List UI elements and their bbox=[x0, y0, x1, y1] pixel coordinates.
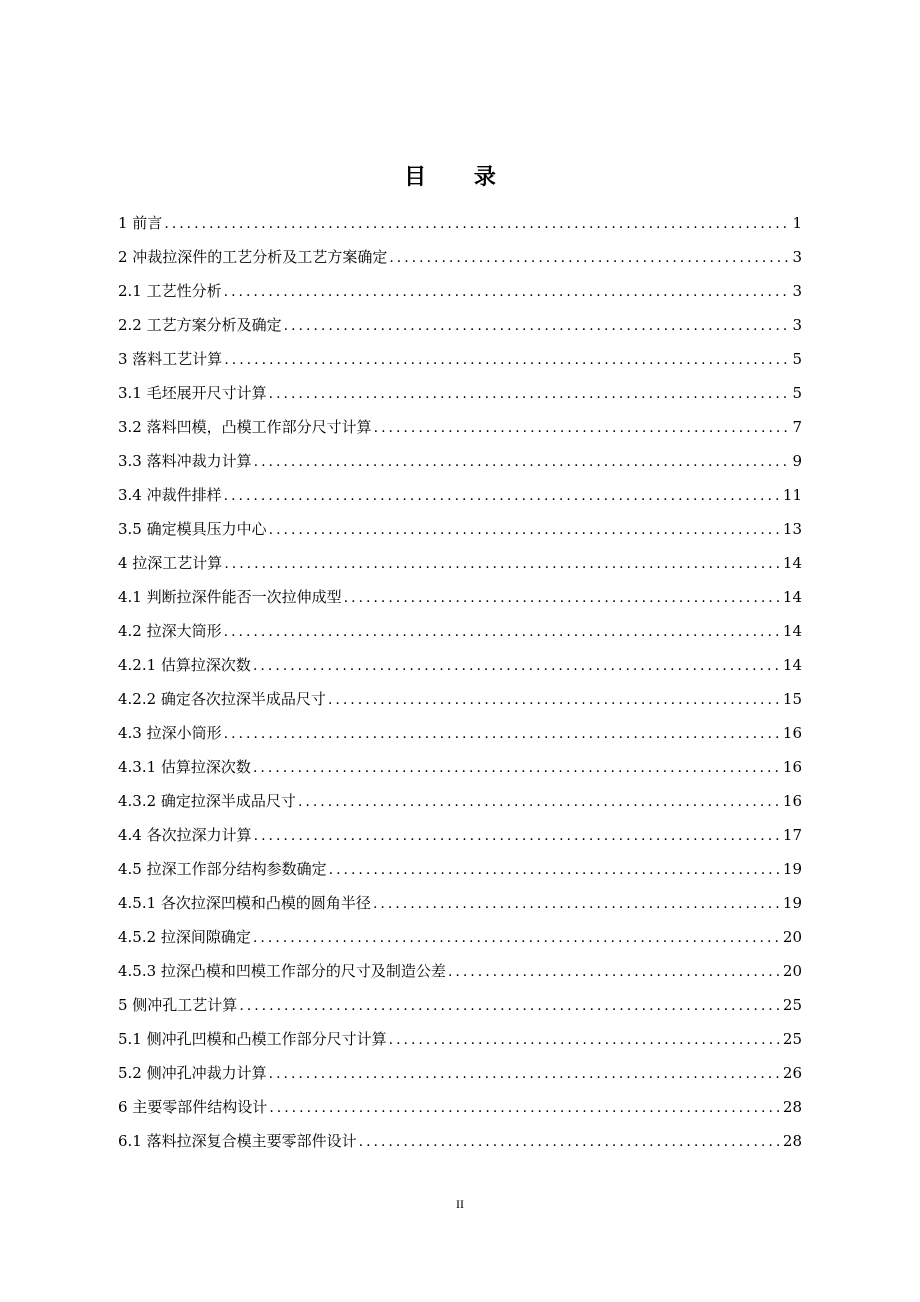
toc-dot-leader bbox=[448, 958, 780, 986]
toc-entry-page-number: 5 bbox=[792, 350, 802, 368]
toc-entry[interactable] bbox=[118, 345, 802, 379]
toc-dot-leader bbox=[224, 278, 790, 306]
toc-entry[interactable] bbox=[118, 311, 802, 345]
toc-entry-label: 4 拉深工艺计算 bbox=[118, 554, 223, 572]
toc-entry-label: 4.5.3 拉深凸模和凹模工作部分的尺寸及制造公差 bbox=[118, 962, 446, 980]
toc-entry-label: 4.5 拉深工作部分结构参数确定 bbox=[118, 860, 327, 878]
toc-entry-page-number: 14 bbox=[782, 588, 802, 606]
toc-entry-label: 5 侧冲孔工艺计算 bbox=[118, 996, 238, 1014]
toc-entry[interactable] bbox=[118, 957, 802, 991]
toc-entry-page-number: 26 bbox=[782, 1064, 802, 1082]
toc-entry[interactable] bbox=[118, 685, 802, 719]
toc-entry-page-number: 16 bbox=[782, 792, 802, 810]
toc-entry-label: 2.1 工艺性分析 bbox=[118, 282, 222, 300]
toc-entry-label: 3.3 落料冲裁力计算 bbox=[118, 452, 252, 470]
toc-dot-leader bbox=[254, 822, 780, 850]
toc-dot-leader bbox=[224, 618, 780, 646]
toc-entry-label: 3.2 落料凹模，凸模工作部分尺寸计算 bbox=[118, 418, 372, 436]
toc-dot-leader bbox=[329, 856, 780, 884]
toc-entry[interactable] bbox=[118, 889, 802, 923]
toc-entry-label: 4.3.1 估算拉深次数 bbox=[118, 758, 251, 776]
toc-dot-leader bbox=[344, 584, 780, 612]
toc-entry-page-number: 11 bbox=[782, 486, 802, 504]
toc-dot-leader bbox=[389, 1026, 780, 1054]
toc-dot-leader bbox=[359, 1128, 780, 1156]
toc-entry-page-number: 20 bbox=[782, 928, 802, 946]
toc-dot-leader bbox=[269, 1060, 780, 1088]
toc-entry-page-number: 28 bbox=[782, 1132, 802, 1150]
toc-entry[interactable] bbox=[118, 481, 802, 515]
toc-list bbox=[118, 209, 802, 1161]
toc-dot-leader bbox=[224, 346, 789, 374]
toc-dot-leader bbox=[224, 550, 780, 578]
toc-entry-page-number: 5 bbox=[792, 384, 802, 402]
toc-entry[interactable] bbox=[118, 515, 802, 549]
toc-dot-leader bbox=[269, 1094, 780, 1122]
toc-dot-leader bbox=[224, 482, 780, 510]
toc-entry[interactable] bbox=[118, 719, 802, 753]
toc-entry-label: 4.1 判断拉深件能否一次拉伸成型 bbox=[118, 588, 342, 606]
toc-entry-page-number: 1 bbox=[792, 214, 802, 232]
page-number-footer: II bbox=[456, 1197, 464, 1211]
toc-dot-leader bbox=[253, 652, 780, 680]
toc-entry[interactable] bbox=[118, 243, 802, 277]
toc-entry[interactable] bbox=[118, 549, 802, 583]
toc-entry-label: 3 落料工艺计算 bbox=[118, 350, 223, 368]
toc-entry[interactable] bbox=[118, 277, 802, 311]
toc-dot-leader bbox=[269, 516, 780, 544]
toc-entry-page-number: 3 bbox=[792, 248, 802, 266]
toc-dot-leader bbox=[298, 788, 780, 816]
toc-entry-label: 6 主要零部件结构设计 bbox=[118, 1098, 268, 1116]
toc-dot-leader bbox=[253, 924, 780, 952]
toc-dot-leader bbox=[373, 890, 780, 918]
toc-entry-page-number: 14 bbox=[782, 622, 802, 640]
toc-entry-label: 6.1 落料拉深复合模主要零部件设计 bbox=[118, 1132, 357, 1150]
toc-entry[interactable] bbox=[118, 991, 802, 1025]
toc-entry-page-number: 17 bbox=[782, 826, 802, 844]
toc-entry-page-number: 19 bbox=[782, 860, 802, 878]
toc-entry-page-number: 15 bbox=[782, 690, 802, 708]
toc-dot-leader bbox=[284, 312, 790, 340]
toc-entry-page-number: 28 bbox=[782, 1098, 802, 1116]
toc-entry-page-number: 25 bbox=[782, 1030, 802, 1048]
toc-entry-label: 3.4 冲裁件排样 bbox=[118, 486, 222, 504]
toc-dot-leader bbox=[239, 992, 780, 1020]
toc-entry-label: 4.3.2 确定拉深半成品尺寸 bbox=[118, 792, 296, 810]
toc-entry[interactable] bbox=[118, 787, 802, 821]
toc-entry-page-number: 3 bbox=[792, 316, 802, 334]
toc-entry-page-number: 14 bbox=[782, 554, 802, 572]
toc-entry-page-number: 25 bbox=[782, 996, 802, 1014]
toc-entry-label: 4.2.2 确定各次拉深半成品尺寸 bbox=[118, 690, 326, 708]
toc-entry-label: 5.2 侧冲孔冲裁力计算 bbox=[118, 1064, 267, 1082]
toc-entry-label: 4.5.1 各次拉深凹模和凸模的圆角半径 bbox=[118, 894, 371, 912]
toc-entry[interactable] bbox=[118, 583, 802, 617]
toc-entry-label: 4.3 拉深小筒形 bbox=[118, 724, 222, 742]
toc-entry-label: 1 前言 bbox=[118, 214, 163, 232]
toc-entry[interactable] bbox=[118, 379, 802, 413]
toc-entry-label: 2.2 工艺方案分析及确定 bbox=[118, 316, 282, 334]
toc-entry[interactable] bbox=[118, 413, 802, 447]
toc-title: 目 录 bbox=[404, 165, 516, 190]
toc-entry-label: 4.2.1 估算拉深次数 bbox=[118, 656, 251, 674]
toc-entry[interactable] bbox=[118, 855, 802, 889]
toc-entry-label: 5.1 侧冲孔凹模和凸模工作部分尺寸计算 bbox=[118, 1030, 387, 1048]
toc-dot-leader bbox=[374, 414, 790, 442]
toc-dot-leader bbox=[389, 244, 789, 272]
toc-dot-leader bbox=[164, 210, 789, 238]
toc-entry-page-number: 19 bbox=[782, 894, 802, 912]
toc-dot-leader bbox=[328, 686, 780, 714]
toc-entry[interactable] bbox=[118, 1059, 802, 1093]
toc-dot-leader bbox=[224, 720, 780, 748]
toc-entry[interactable] bbox=[118, 617, 802, 651]
toc-entry-page-number: 7 bbox=[792, 418, 802, 436]
toc-entry[interactable] bbox=[118, 447, 802, 481]
toc-entry[interactable] bbox=[118, 209, 802, 243]
toc-entry-page-number: 13 bbox=[782, 520, 802, 538]
toc-entry[interactable] bbox=[118, 1093, 802, 1127]
toc-entry[interactable] bbox=[118, 651, 802, 685]
toc-dot-leader bbox=[253, 754, 780, 782]
toc-dot-leader bbox=[269, 380, 790, 408]
toc-entry[interactable] bbox=[118, 753, 802, 787]
toc-entry[interactable] bbox=[118, 1025, 802, 1059]
toc-entry-page-number: 16 bbox=[782, 724, 802, 742]
toc-entry-label: 4.5.2 拉深间隙确定 bbox=[118, 928, 251, 946]
toc-entry-page-number: 9 bbox=[792, 452, 802, 470]
toc-dot-leader bbox=[254, 448, 790, 476]
toc-entry-page-number: 16 bbox=[782, 758, 802, 776]
toc-entry[interactable] bbox=[118, 1127, 802, 1161]
toc-entry-page-number: 3 bbox=[792, 282, 802, 300]
toc-entry[interactable] bbox=[118, 821, 802, 855]
toc-entry-page-number: 20 bbox=[782, 962, 802, 980]
toc-entry-label: 4.4 各次拉深力计算 bbox=[118, 826, 252, 844]
toc-entry-label: 3.5 确定模具压力中心 bbox=[118, 520, 267, 538]
toc-entry[interactable] bbox=[118, 923, 802, 957]
toc-entry-page-number: 14 bbox=[782, 656, 802, 674]
toc-entry-label: 3.1 毛坯展开尺寸计算 bbox=[118, 384, 267, 402]
toc-entry-label: 4.2 拉深大筒形 bbox=[118, 622, 222, 640]
toc-entry-label: 2 冲裁拉深件的工艺分析及工艺方案确定 bbox=[118, 248, 388, 266]
